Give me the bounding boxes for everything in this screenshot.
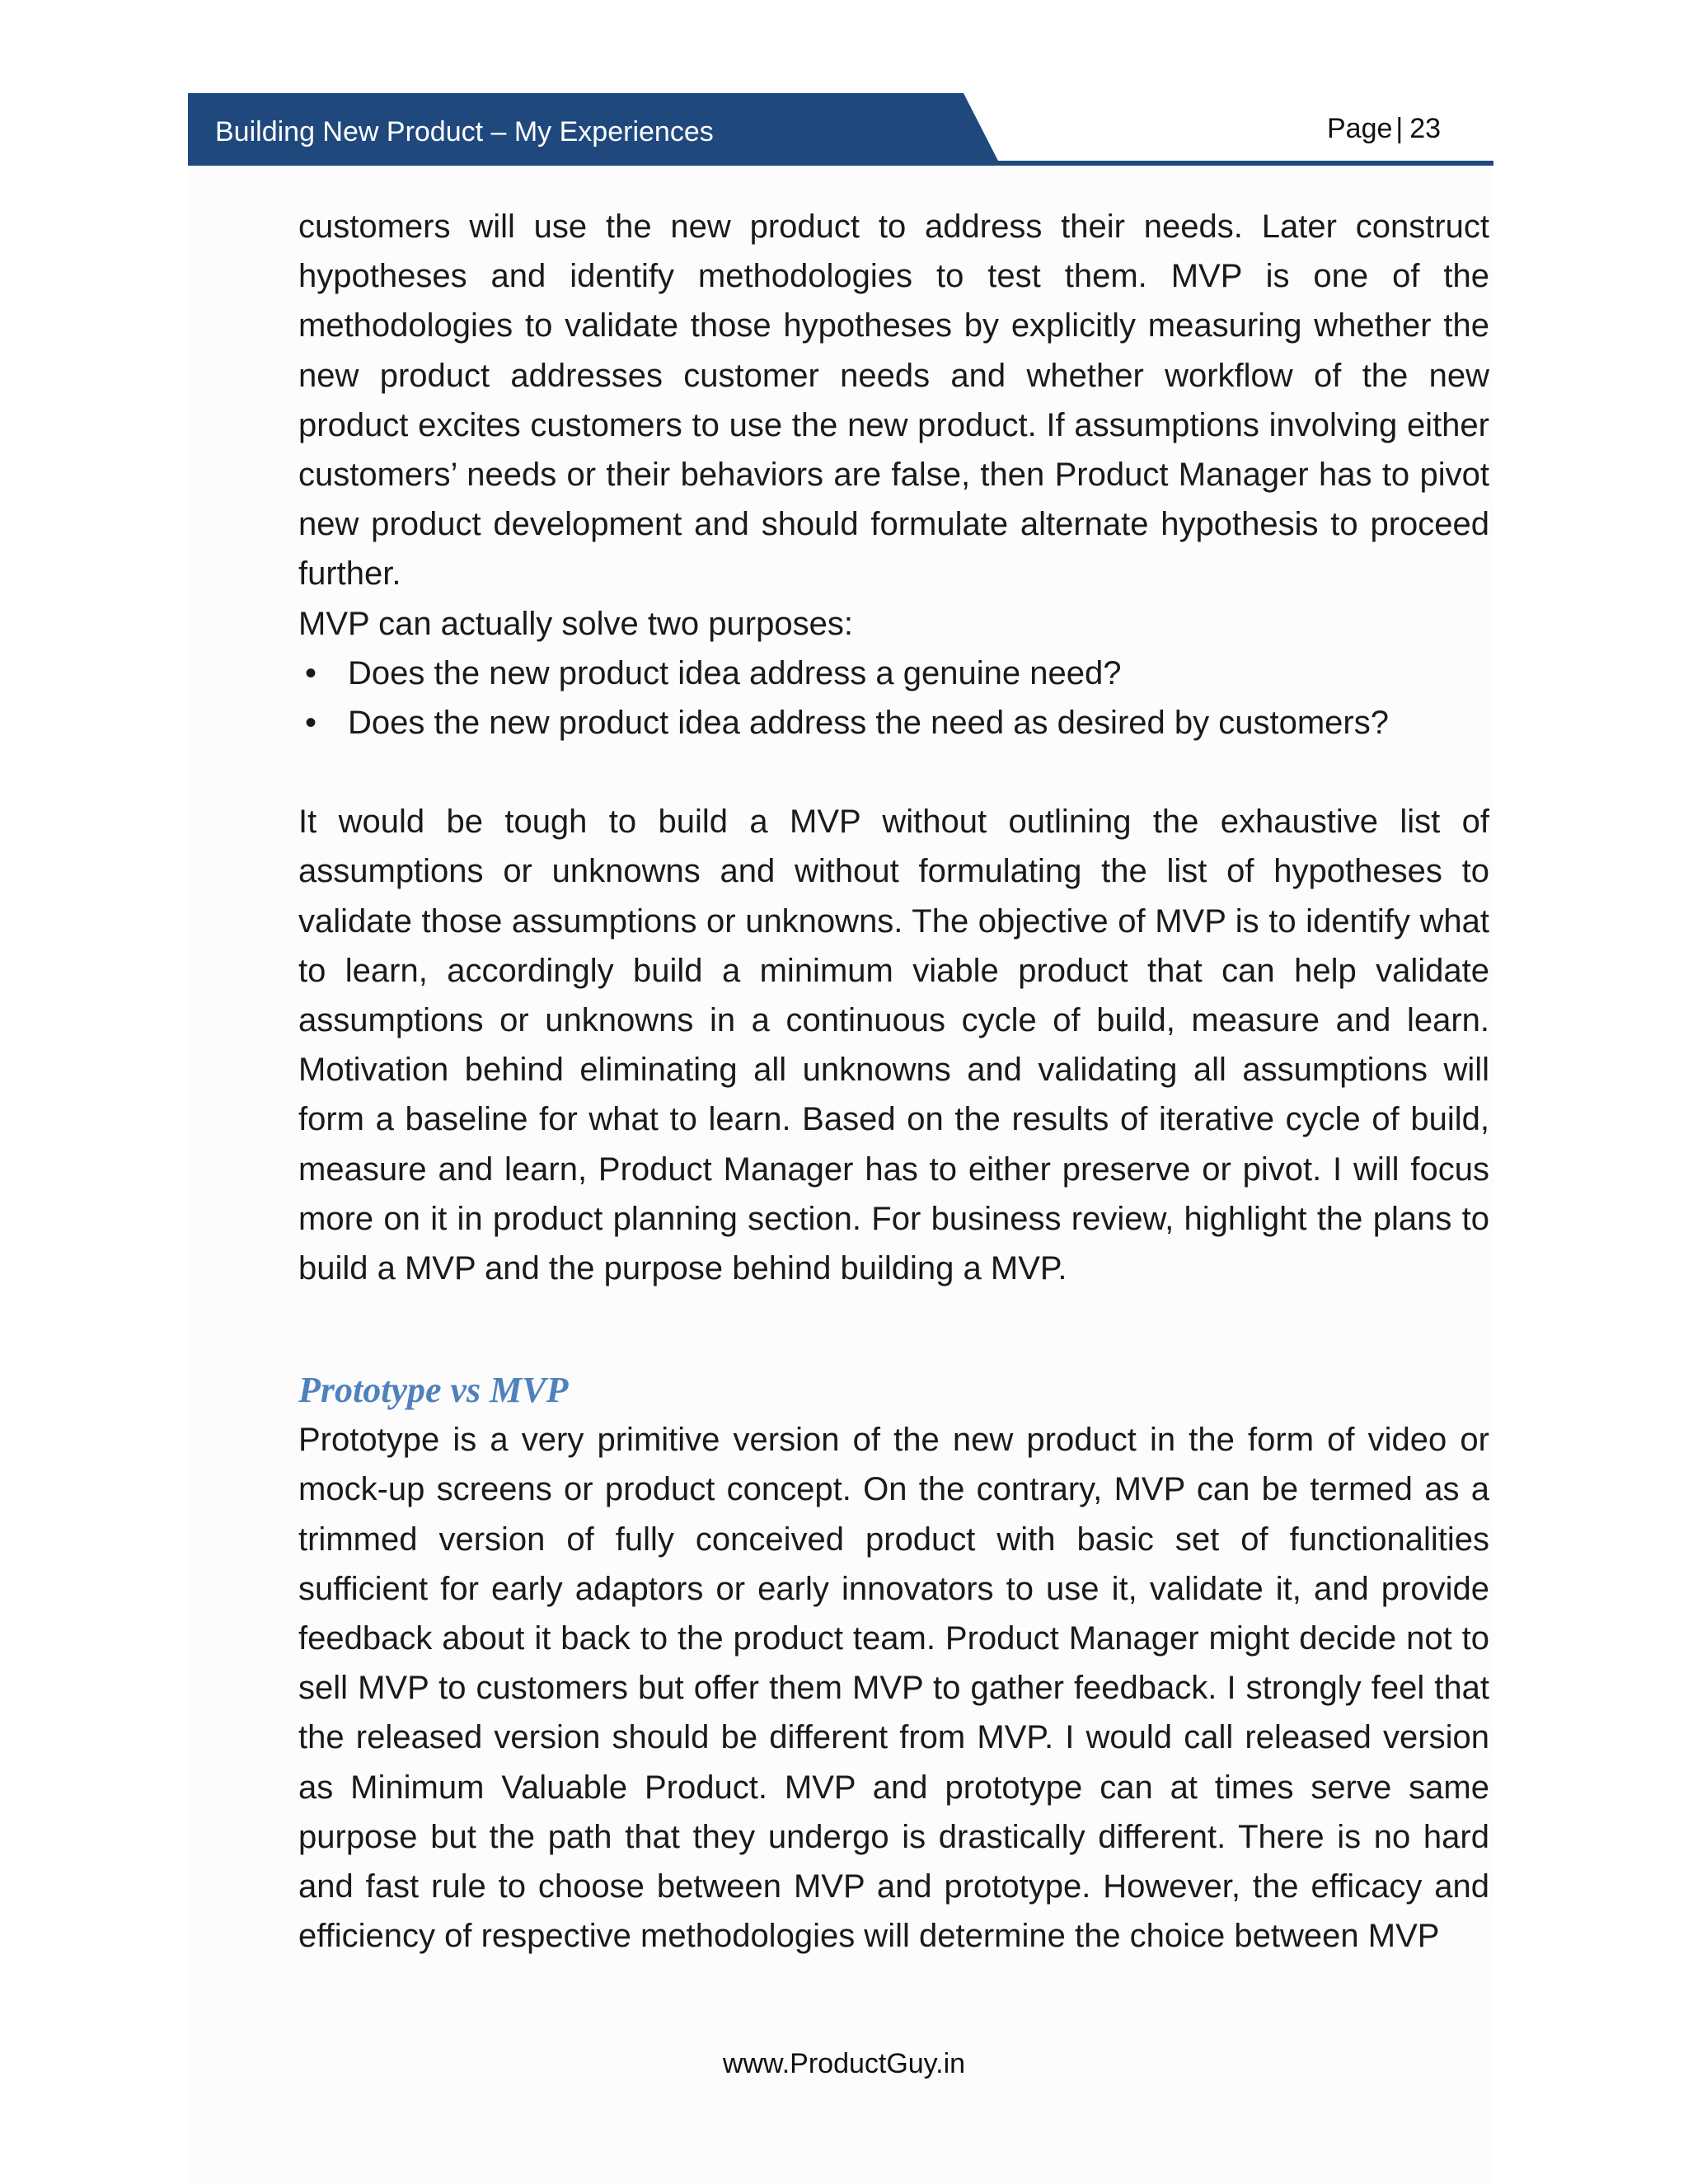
section-heading: Prototype vs MVP [298,1370,569,1411]
footer-website: www.ProductGuy.in [722,2048,966,2079]
list-item-text: Does the new product idea address the need as desired by customers? [348,705,1389,742]
page-indicator [1327,105,1441,152]
body-paragraph: Prototype is a very primitive version of the new product in the form of video or mock-up screens or product concept. On the contrary, MVP can be termed as a trimmed version of fully conceived product with basic set of functionalities sufficient for early adaptors or early innovators to use it, validate it, and provide feedback about it back to the product team. Product Manager might decide not to sell MVP to customers but offer them MVP to gather feedback. I strongly feel that the released version should be different from MVP. I would call released version as Minimum Valuable Product. MVP and prototype can at times serve same purpose but the path that they undergo is drastically different. There is no hard and fast rule to choose between MVP and prototype. However, the efficacy and efficiency of respective methodologies will determine the choice between MVP [298,1422,1489,1955]
document-title: Building New Product – My Experiences [215,116,714,148]
body-paragraph: It would be tough to build a MVP without outlining the exhaustive list of assumptions or unknowns and without formulating the list of hypotheses to validate those assumptions or unknowns. The objective of MVP is to identify what to learn, accordingly build a minimum viable product that can help validate assumptions or unknowns in a continuous cycle of build, measure and learn. Motivation behind eliminating all unknowns and validating all assumptions will form a baseline for what to learn. Based on the results of iterative cycle of build, measure and learn, Product Manager has to either preserve or pivot. I will focus more on it in product planning section. For business review, highlight the plans to build a MVP and the purpose behind building a MVP. [298,804,1489,1287]
header-rule [188,161,1493,166]
body-content [298,202,1489,1961]
list-item [298,698,1489,748]
spacer [298,748,1489,797]
body-paragraph: customers will use the new product to address their needs. Later construct hypotheses and identify methodologies to test them. MVP is one of the methodologies to validate those hypotheses by explicitly measuring whether the new product addresses customer needs and whether workflow of the new product excites customers to use the new product. If assumptions involving either customers’ needs or their behaviors are false, then Product Manager has to pivot new product development and should formulate alternate hypothesis to proceed further. [298,209,1489,593]
list-item [298,649,1489,698]
bullet-list [298,649,1489,748]
page-separator: | [1395,113,1404,144]
body-paragraph: MVP can actually solve two purposes: [298,605,853,642]
page-number: 23 [1409,113,1442,144]
page-label: Page [1327,113,1393,144]
bullet-icon: • [304,705,316,742]
list-item-text: Does the new product idea address a genuine need? [348,654,1122,691]
bullet-icon: • [304,654,316,691]
spacer [298,1293,1489,1366]
